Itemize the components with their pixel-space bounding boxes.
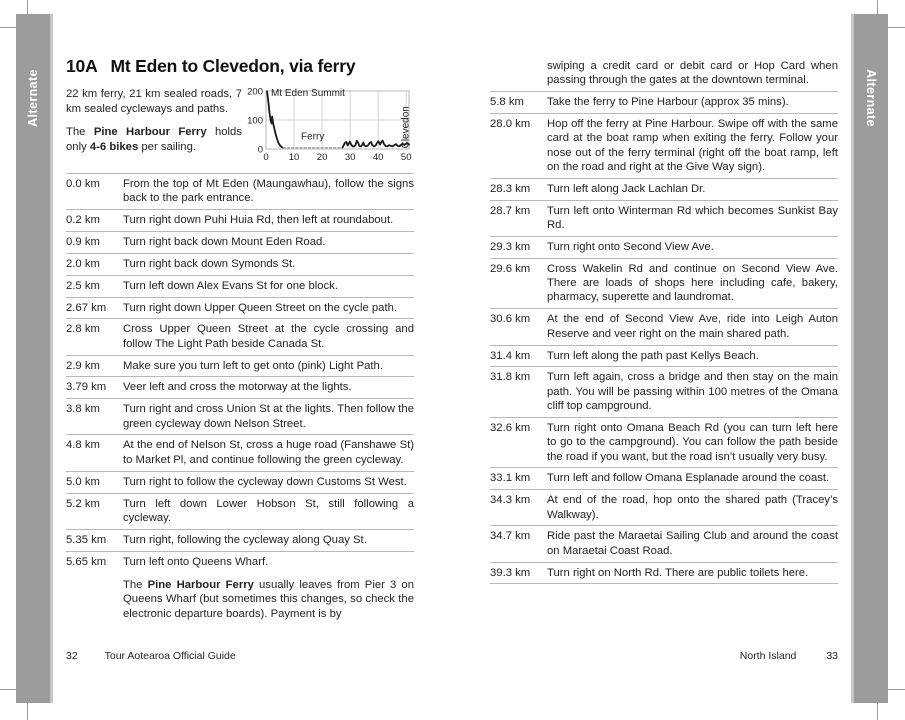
route-step (490, 367, 838, 418)
route-step (490, 114, 838, 179)
book-title: Tour Aotearoa Official Guide (104, 650, 236, 662)
route-step (490, 563, 838, 585)
distance-cell: 39.3 km (490, 566, 531, 579)
instruction-text: Turn left onto Queens Wharf. (123, 555, 269, 568)
instruction-cell (123, 213, 414, 227)
route-steps-left (66, 173, 414, 624)
instruction-cell (547, 471, 838, 485)
instruction-text: Cross Wakelin Rd and continue on Second View Ave. There are loads of shops here including cafe, bakery, pharmacy, superette and laundromat. (547, 262, 838, 304)
page-number-left: 32 (66, 650, 78, 662)
instruction-text: Turn right onto Second View Ave. (547, 240, 714, 253)
instruction-cell (547, 182, 838, 196)
route-step (490, 490, 838, 526)
route-step (66, 355, 414, 377)
instruction-cell (123, 533, 414, 547)
distance-cell: 2.67 km (66, 301, 107, 314)
x-tick-label: 0 (263, 152, 269, 163)
instruction-cell (547, 566, 838, 580)
instruction-cell (123, 497, 414, 526)
route-step (490, 526, 838, 562)
instruction-text: Take the ferry to Pine Harbour (approx 35 mins). (547, 96, 789, 109)
route-step (66, 318, 414, 354)
distance-cell: 2.5 km (66, 279, 100, 292)
alternate-tab-right-label: Alternate (864, 69, 878, 127)
instruction-text: Turn left along the path past Kellys Beach. (547, 349, 759, 362)
distance-cell: 3.8 km (66, 403, 100, 416)
instruction-text: Turn left again, cross a bridge and then stay on the main path. You will be passing within 100 metres of the Omana cliff top campground. (547, 371, 838, 413)
x-tick-label: 10 (288, 152, 300, 163)
distance-cell: 0.9 km (66, 236, 100, 249)
route-step (66, 173, 414, 209)
instruction-cell (123, 257, 414, 271)
instruction-text: Turn left down Alex Evans St for one block. (123, 279, 338, 292)
section-number: 10A (66, 56, 98, 76)
instruction-text: Turn left down Lower Hobson St, still following a cycleway. (123, 497, 414, 524)
instruction-text: The Pine Harbour Ferry usually leaves from Pier 3 on Queens Wharf (but sometimes this changes, so check the electronic departure boards). Payment is by (123, 578, 414, 620)
distance-cell: 31.8 km (490, 371, 531, 384)
instruction-text: At the end of Second View Ave, ride into Leigh Auton Reserve and veer right on the main shared path. (547, 313, 838, 340)
route-step (66, 253, 414, 275)
route-step (66, 551, 414, 625)
route-step (66, 493, 414, 529)
page-footer-left (66, 650, 236, 662)
intro-block (66, 87, 414, 165)
instruction-cell (123, 380, 414, 394)
distance-cell: 5.0 km (66, 475, 100, 488)
instruction-text: Cross Upper Queen Street at the cycle crossing and follow The Light Path beside Canada St. (123, 323, 414, 350)
chart-annotation: Ferry (301, 131, 325, 143)
instruction-cell (547, 240, 838, 254)
instruction-text: Veer left and cross the motorway at the lights. (123, 381, 352, 394)
alternate-tab-left (16, 14, 53, 703)
instruction-text: At the end of Nelson St, cross a huge road (Fanshawe St) to Market Pl, and continue following the green cycleway. (123, 439, 414, 466)
x-tick-label: 40 (372, 152, 384, 163)
crop-mark (885, 689, 905, 690)
instruction-cell (123, 555, 414, 621)
page-33 (490, 56, 838, 584)
instruction-cell (547, 370, 838, 413)
instruction-text: Turn right, following the cycleway along Quay St. (123, 533, 367, 546)
y-tick-label: 100 (247, 115, 263, 127)
instruction-cell (547, 349, 838, 363)
crop-mark (0, 27, 20, 28)
page-footer-right (490, 650, 838, 662)
crop-mark (877, 699, 878, 720)
instruction-text: Hop off the ferry at Pine Harbour. Swipe off with the same card at the boat ramp when exiting the ferry. Follow your nose out of the ferry terminal (right off the boat ramp, left on the road and right at the Give Way sign). (547, 118, 838, 174)
instruction-text: Turn right on North Rd. There are public toilets here. (547, 566, 809, 579)
elevation-profile-chart (246, 85, 414, 165)
instruction-text: Turn left along Jack Lachlan Dr. (547, 182, 706, 195)
crop-mark (27, 699, 28, 720)
distance-cell: 5.65 km (66, 555, 107, 568)
route-step (490, 237, 838, 259)
instruction-text: Make sure you turn left to get onto (pink) Light Path. (123, 359, 383, 372)
chart-annotation: Clevedon (400, 106, 412, 149)
instruction-cell (123, 359, 414, 373)
route-step (490, 309, 838, 345)
distance-cell: 2.9 km (66, 359, 100, 372)
page-number-right: 33 (826, 650, 838, 662)
distance-cell: 29.3 km (490, 240, 531, 253)
route-step (66, 275, 414, 297)
instruction-cell (123, 475, 414, 489)
x-tick-label: 30 (344, 152, 356, 163)
instruction-cell (123, 438, 414, 467)
instruction-cell (123, 402, 414, 431)
instruction-cell (123, 235, 414, 249)
instruction-cell (123, 279, 414, 293)
distance-cell: 3.79 km (66, 381, 107, 394)
instruction-text: Turn right back down Mount Eden Road. (123, 236, 326, 249)
route-summary-text: 22 km ferry, 21 km sealed roads, 7 km sealed cycleways and paths. (66, 88, 242, 115)
instruction-cell (123, 322, 414, 351)
route-step (66, 209, 414, 231)
route-step (66, 398, 414, 434)
instruction-text: Turn left onto Winterman Rd which becomes Sunkist Bay Rd. (547, 204, 838, 232)
route-step (66, 529, 414, 551)
x-tick-label: 20 (316, 152, 328, 163)
distance-cell: 30.6 km (490, 313, 531, 326)
ferry-capacity-note: The Pine Harbour Ferry holds only 4-6 bikes per sailing. (66, 126, 242, 154)
distance-cell: 5.35 km (66, 533, 107, 546)
distance-cell: 4.8 km (66, 439, 100, 452)
y-tick-label: 0 (257, 144, 263, 156)
alternate-tab-right (851, 14, 888, 703)
route-step (66, 434, 414, 470)
chapter-name: North Island (739, 650, 797, 662)
route-step (490, 259, 838, 310)
y-tick-label: 200 (247, 86, 263, 98)
instruction-text: Ride past the Maraetai Sailing Club and around the coast on Maraetai Coast Road. (547, 530, 838, 557)
section-title (66, 56, 414, 77)
instruction-cell (547, 204, 838, 233)
instruction-cell (547, 95, 838, 109)
distance-cell: 34.7 km (490, 530, 531, 543)
route-step (490, 418, 838, 469)
instruction-text: Turn right down Puhi Huia Rd, then left at roundabout. (123, 214, 394, 227)
series-coast-road (343, 141, 410, 148)
distance-cell: 5.2 km (66, 497, 100, 510)
instruction-text: Turn right to follow the cycleway down Customs St West. (123, 475, 407, 488)
instruction-cell (123, 177, 414, 206)
route-step (490, 56, 838, 92)
chart-annotation: Mt Eden Summit (271, 87, 345, 99)
instruction-text: Turn left and follow Omana Esplanade around the coast. (547, 472, 830, 485)
crop-mark (885, 27, 905, 28)
route-summary-column (66, 87, 246, 165)
instruction-cell (123, 301, 414, 315)
instruction-cell (547, 262, 838, 305)
distance-cell: 31.4 km (490, 349, 531, 362)
distance-cell: 2.8 km (66, 323, 100, 336)
alternate-tab-left-label: Alternate (26, 69, 40, 127)
instruction-text: Turn right onto Omana Beach Rd (you can turn left here to go to the campground). You can follow the path beside the road if you want, but the road isn’t usually very busy. (547, 421, 838, 463)
route-step (490, 468, 838, 490)
page-32 (66, 56, 414, 624)
distance-cell: 0.2 km (66, 214, 100, 227)
distance-cell: 28.0 km (490, 118, 531, 131)
instruction-cell (547, 493, 838, 522)
distance-cell: 28.3 km (490, 182, 531, 195)
distance-cell: 28.7 km (490, 204, 531, 217)
instruction-cell (547, 312, 838, 341)
distance-cell: 0.0 km (66, 178, 100, 190)
route-steps-right (490, 56, 838, 584)
distance-cell: 33.1 km (490, 472, 531, 485)
crop-mark (0, 689, 20, 690)
instruction-text: From the top of Mt Eden (Maungawhau), follow the signs back to the park entrance. (123, 178, 414, 205)
route-step (66, 297, 414, 319)
distance-cell (490, 59, 547, 88)
instruction-cell (547, 59, 838, 88)
route-step (66, 376, 414, 398)
x-tick-label: 50 (400, 152, 412, 163)
route-step (490, 92, 838, 114)
route-step (66, 231, 414, 253)
crop-mark (877, 0, 878, 18)
instruction-cell (547, 117, 838, 174)
instruction-text: Turn right down Upper Queen Street on the cycle path. (123, 301, 397, 314)
distance-cell: 32.6 km (490, 421, 531, 434)
route-step (66, 471, 414, 493)
distance-cell: 34.3 km (490, 494, 531, 507)
crop-mark (27, 0, 28, 18)
distance-cell: 29.6 km (490, 262, 531, 275)
distance-cell: 5.8 km (490, 96, 524, 109)
route-step (490, 179, 838, 201)
route-step (490, 201, 838, 237)
instruction-cell (547, 529, 838, 558)
instruction-cell (547, 421, 838, 464)
instruction-text: Turn right and cross Union St at the lights. Then follow the green cycleway down Nelson Street. (123, 403, 414, 430)
instruction-text: swiping a credit card or debit card or Hop Card when passing through the gates at the downtown terminal. (547, 60, 838, 87)
instruction-text: At end of the road, hop onto the shared path (Tracey’s Walkway). (547, 494, 838, 521)
section-title-text: Mt Eden to Clevedon, via ferry (110, 56, 356, 76)
route-step (490, 346, 838, 368)
distance-cell: 2.0 km (66, 257, 100, 270)
instruction-text: Turn right back down Symonds St. (123, 257, 296, 270)
